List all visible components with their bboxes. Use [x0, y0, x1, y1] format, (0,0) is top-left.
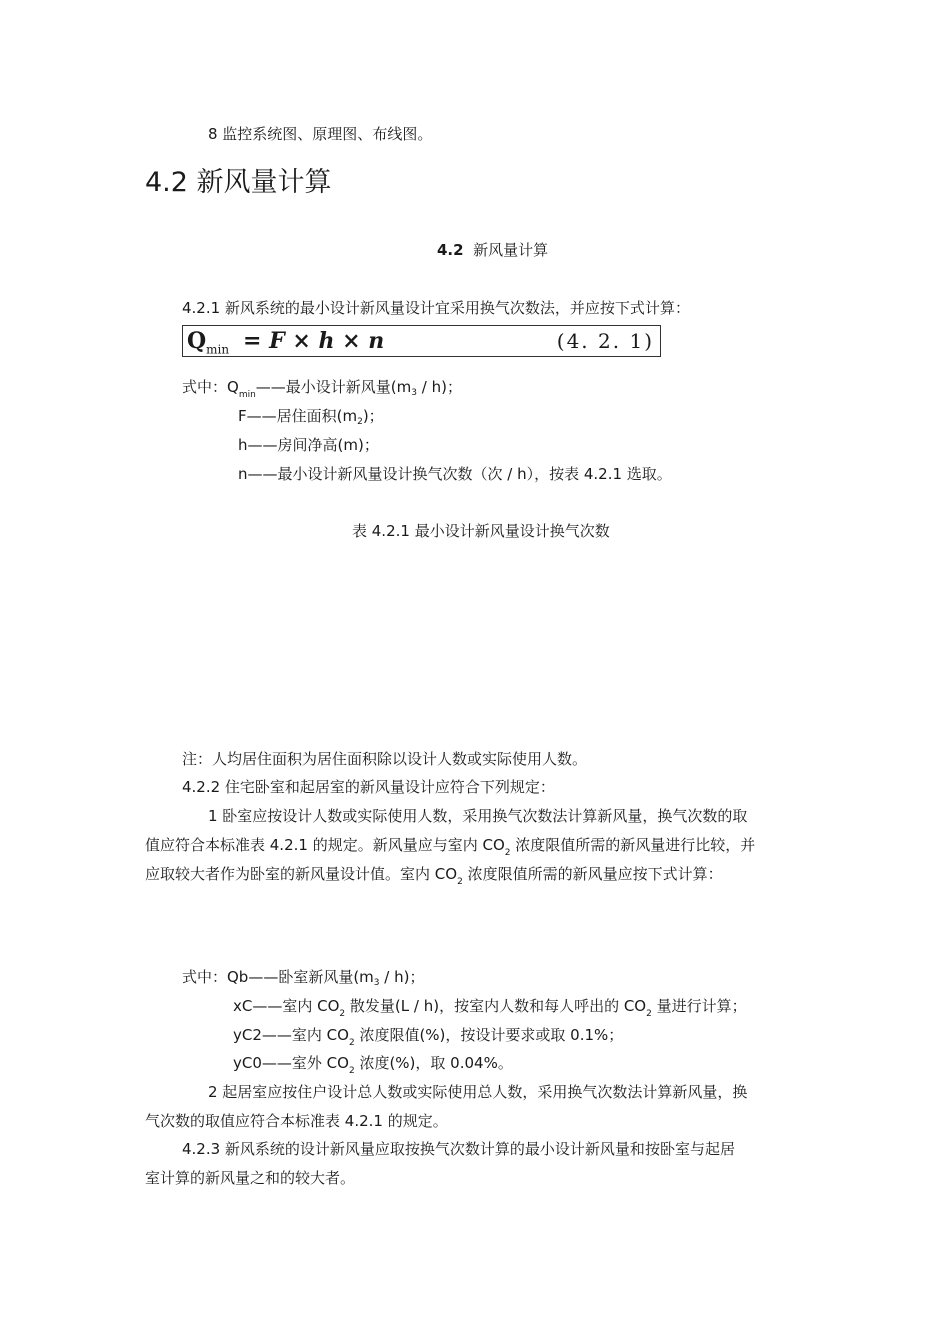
- clause-4-2-3-line1: 4.2.3 新风系统的设计新风量应取按换气次数计算的最小设计新风量和按卧室与起居: [182, 1140, 735, 1158]
- centered-title-number: 4.2: [437, 241, 464, 259]
- where-f: F——居住面积$(m_2)$；: [238, 407, 384, 427]
- formula-expression: = F × h × n: [243, 328, 385, 354]
- list-item-8: 8 监控系统图、原理图、布线图。: [208, 125, 433, 143]
- formula-4-2-1: [182, 325, 661, 357]
- where-h: h——房间净高(m)；: [238, 436, 379, 454]
- table-note: 注：人均居住面积为居住面积除以设计人数或实际使用人数。: [182, 750, 588, 768]
- clause-4-2-2-item2-line2: 气次数的取值应符合本标准表 4.2.1 的规定。: [145, 1112, 448, 1130]
- clause-4-2-2-item1-line3: 应取较大者作为卧室的新风量设计值。室内 $CO_2$ 浓度限值所需的新风量应按下式计算：: [145, 865, 723, 887]
- clause-4-2-2-item2-line1: 2 起居室应按住户设计总人数或实际使用总人数，采用换气次数法计算新风量，换: [208, 1083, 748, 1101]
- centered-section-title: [437, 240, 548, 260]
- clause-4-2-3-line2: 室计算的新风量之和的较大者。: [145, 1169, 356, 1187]
- centered-title-text: 新风量计算: [473, 241, 549, 259]
- where-yc2: yC2——室内 $CO_2$ 浓度限值(%)，按设计要求或取 0.1%；: [233, 1026, 624, 1048]
- clause-4-2-2-item1-line1: 1 卧室应按设计人数或实际使用人数，采用换气次数法计算新风量，换气次数的取: [208, 807, 748, 825]
- section-heading: 4.2 新风量计算: [145, 167, 332, 198]
- clause-4-2-1: 4.2.1 新风系统的最小设计新风量设计宜采用换气次数法，并应按下式计算：: [182, 299, 690, 317]
- where-qmin: 式中：$Q_{min}——$最小设计新风量$(m_3 / h)$；: [182, 378, 462, 400]
- where-qb: 式中：Qb——卧室新风量$(m_3 / h)$；: [182, 968, 425, 988]
- table-caption: 表 4.2.1 最小设计新风量设计换气次数: [352, 522, 610, 540]
- clause-4-2-2: 4.2.2 住宅卧室和起居室的新风量设计应符合下列规定：: [182, 778, 555, 796]
- where-n: n——最小设计新风量设计换气次数（次 / h），按表 4.2.1 选取。: [238, 465, 672, 483]
- where-xc: xC——室内 $CO_2$ 散发量(L / h)，按室内人数和每人呼出的 $CO_2$ 量进行计算；: [233, 997, 747, 1019]
- formula-q: $Q_{min}$: [187, 328, 230, 357]
- clause-4-2-2-item1-line2: 值应符合本标准表 4.2.1 的规定。新风量应与室内 $CO_2$ 浓度限值所需的新风量进行比较，并: [145, 836, 756, 858]
- formula-number: (4. 2. 1): [556, 329, 654, 353]
- where-yc0: yC0——室外 $CO_2$ 浓度(%)，取 0.04%。: [233, 1054, 513, 1076]
